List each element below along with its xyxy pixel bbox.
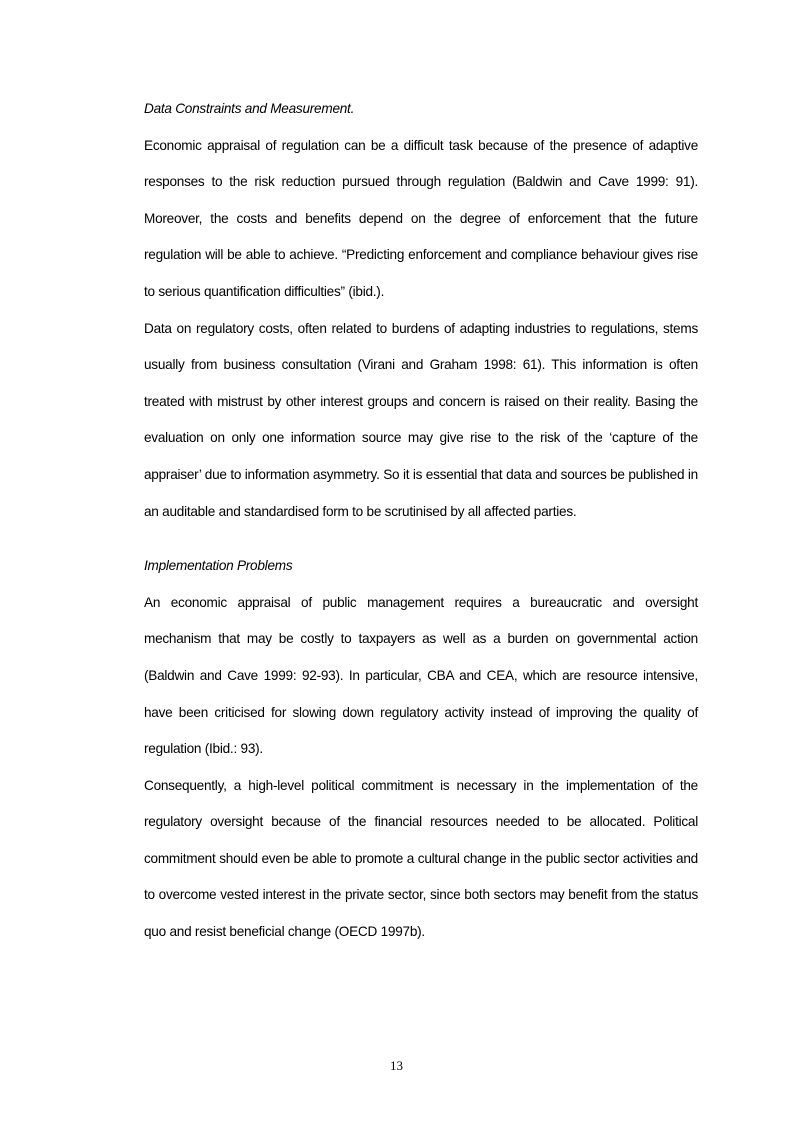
paragraph: An economic appraisal of public management requires a bureaucratic and oversight mechanism that may be costly to taxpayers as well as a burden on governmental action (Baldwin and Cave 1999: 92-93). In particular, CBA and CEA, which are resource intensive, have been criticised for slowing down regulatory activity instead of improving the quality of regulation (Ibid.: 93).: [144, 594, 698, 757]
section-heading: Implementation Problems: [144, 558, 293, 574]
section-heading: Data Constraints and Measurement.: [144, 101, 355, 116]
page-body: [144, 91, 698, 951]
paragraph: Economic appraisal of regulation can be a difficult task because of the presence of adaptive responses to the risk reduction pursued through regulation (Baldwin and Cave 1999: 91). Moreover, the costs and benefits depend on the degree of enforcement that the future regulation will be able to achieve. “Predicting enforcement and compliance behaviour gives rise to serious quantification difficulties” (ibid.).: [144, 137, 698, 299]
paragraph: Consequently, a high-level political commitment is necessary in the implementation of the regulatory oversight because of the financial resources needed to be allocated. Political commitment should even be able to promote a cultural change in the public sector activities and to overcome vested interest in the private sector, since both sectors may benefit from the status quo and resist beneficial change (OECD 1997b).: [144, 777, 698, 940]
section-data-constraints: [144, 91, 698, 530]
page-number: 13: [390, 1058, 403, 1073]
paragraph: Data on regulatory costs, often related to burdens of adapting industries to regulations, stems usually from business consultation (Virani and Graham 1998: 61). This information is often treated with mistrust by other interest groups and concern is raised on their reality. Basing the evaluation on only one information source may give rise to the risk of the ‘capture of the appraiser’ due to information asymmetry. So it is essential that data and sources be published in an auditable and standardised form to be scrutinised by all affected parties.: [144, 320, 698, 519]
section-implementation-problems: [144, 548, 698, 951]
